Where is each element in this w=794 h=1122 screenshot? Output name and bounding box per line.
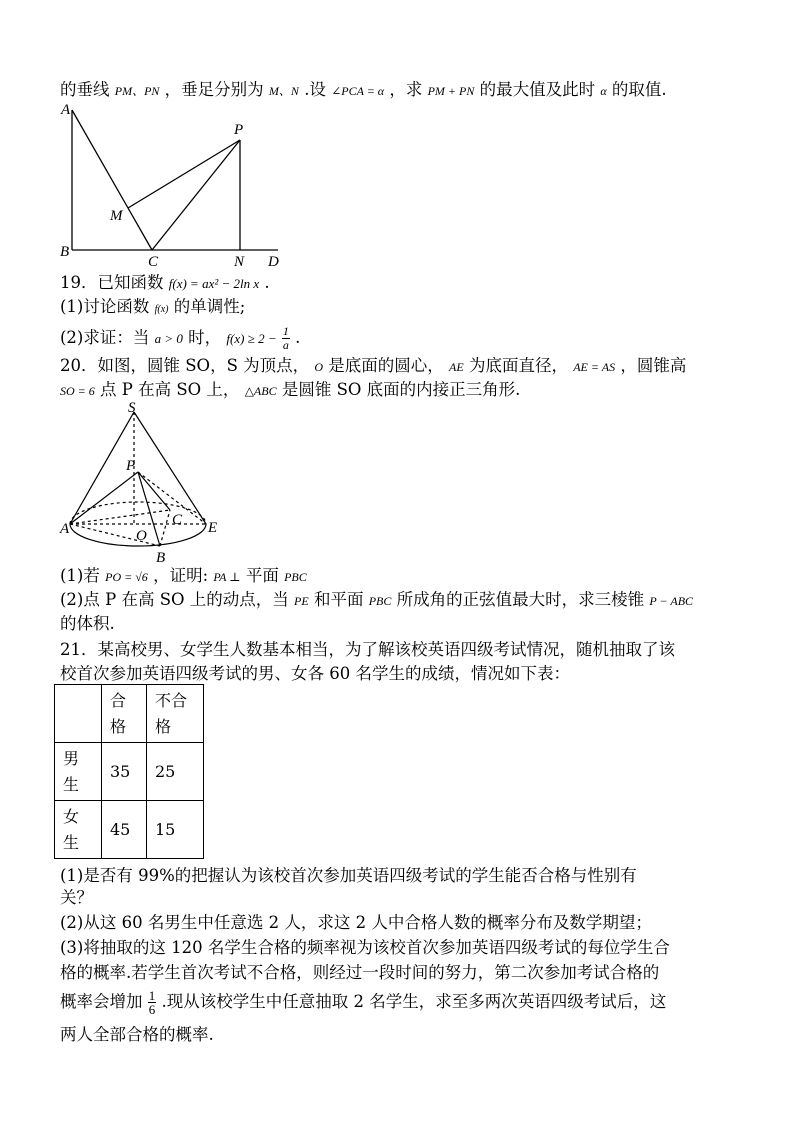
text: 20．如图，圆锥 SO，S 为顶点， (60, 356, 310, 375)
math-cond: a > 0 (154, 331, 183, 346)
table-cell: 15 (147, 801, 204, 859)
text: 和平面 (313, 590, 364, 609)
text: 为底面直径， (468, 356, 568, 375)
text: 的最大值及此时 (479, 80, 596, 99)
q20-part2-line2 (60, 614, 115, 634)
text: 的单调性; (173, 297, 246, 316)
q19-title (60, 273, 270, 294)
text: .设 (304, 80, 326, 99)
math-pe: PE (294, 594, 309, 608)
label-m: M (110, 208, 123, 224)
label-p: P (234, 122, 244, 138)
text: .现从该校学生中任意抽取 2 名学生，求至多两次英语四级考试后，这 (161, 992, 667, 1011)
math-func: f(x) = ax² − 2ln x (168, 276, 260, 291)
table-cell: 35 (102, 743, 147, 801)
label-o: O (136, 528, 147, 544)
fraction (148, 989, 157, 1016)
math-ineq: f(x) ≥ 2 − (226, 331, 277, 346)
table-row (55, 801, 204, 859)
q21-part2: (2)从这 60 名男生中任意选 2 人，求这 2 人中合格人数的概率分布及数学期望； (60, 913, 652, 932)
label-c: C (148, 254, 159, 270)
math-ae-as: AE = AS (573, 360, 616, 374)
q21-line2: 校首次参加英语四级考试的男、女各 60 名学生的成绩，情况如下表： (60, 664, 570, 683)
label-p: P (126, 458, 136, 474)
table-header: 不合 格 (147, 685, 204, 743)
math-po: PO = √6 (105, 570, 148, 584)
table-header-row (55, 685, 204, 743)
text: (2)点 P 在高 SO 上的动点，当 (60, 590, 289, 609)
q21-part3-line1: (3)将抽取的这 120 名学生合格的频率视为该校首次参加英语四级考试的每位学生合 (60, 938, 670, 957)
math-perp: PA ⊥ (213, 570, 241, 584)
fraction-numerator: 1 (282, 324, 289, 338)
math-m-n: M、N (268, 84, 299, 98)
q19-part2 (60, 325, 300, 352)
table-header: 合 格 (102, 685, 147, 743)
math-sum: PM + PN (427, 84, 475, 98)
math-pabc: P − ABC (649, 594, 694, 608)
label-n: N (234, 254, 245, 270)
q21-part1-line1: (1)是否有 99%的把握认为该校首次参加英语四级考试的学生能否合格与性别有 (60, 866, 637, 885)
text: (1)若 (60, 566, 100, 585)
q21-part3-line2: 格的概率.若学生首次考试不合格，则经过一段时间的努力，第二次参加考试合格的 (60, 963, 660, 982)
table-cell: 女 生 (55, 801, 102, 859)
label-b: B (156, 550, 166, 566)
text: 的取值. (611, 80, 667, 99)
table-row (55, 743, 204, 801)
text: (2)求证：当 (60, 328, 150, 347)
math-pbc: PBC (368, 594, 392, 608)
table-cell: 男 生 (55, 743, 102, 801)
q20-part2-line1 (60, 590, 693, 611)
text: . (295, 328, 301, 347)
text: 所成角的正弦值最大时，求三棱锥 (396, 590, 645, 609)
figure-cone (56, 400, 226, 570)
table-cell: 25 (147, 743, 204, 801)
math-pm-pn: PM、PN (114, 84, 160, 98)
math-triangle: △ABC (244, 384, 277, 398)
text: ，求 (389, 80, 423, 99)
label-e: E (208, 520, 218, 536)
math-ae: AE (449, 360, 464, 374)
label-c: C (172, 512, 183, 528)
text: ，圆锥高 (620, 356, 687, 375)
q20-line1 (60, 356, 686, 377)
text: 的体积. (60, 614, 115, 633)
fraction-denominator: a (282, 338, 289, 352)
text: ，证明: (153, 566, 209, 585)
text: 点 P 在高 SO 上， (100, 380, 240, 399)
math-angle: ∠PCA = α (331, 84, 385, 98)
math-alpha: α (600, 84, 607, 98)
math-pbc: PBC (284, 570, 307, 584)
q21-part3-line3 (60, 989, 666, 1016)
text: 平面 (245, 566, 279, 585)
text: (1)讨论函数 (60, 297, 150, 316)
text: 是底面的圆心， (328, 356, 444, 375)
text: 概率会增加 (60, 992, 143, 1011)
q21-line1: 21．某高校男、女学生人数基本相当，为了解该校英语四级考试情况，随机抽取了该 (60, 640, 675, 659)
result-table (54, 684, 204, 859)
text: 是圆锥 SO 底面的内接正三角形. (281, 380, 521, 399)
math-fx: f(x) (154, 304, 169, 315)
q21-part1-line2: 关？ (60, 888, 93, 907)
math-o: O (314, 360, 324, 374)
label-s: S (128, 400, 136, 416)
figure-triangle (56, 100, 296, 270)
q19-part1 (60, 297, 245, 320)
q21-part3-line4: 两人全部合格的概率. (60, 1025, 214, 1044)
label-b: B (60, 244, 70, 260)
text: 时， (188, 328, 222, 347)
label-a: A (60, 521, 70, 537)
table-cell (55, 685, 102, 743)
text: ，垂足分别为 (164, 80, 264, 99)
q20-line2 (60, 380, 520, 401)
label-d: D (268, 254, 279, 270)
text: 的垂线 (60, 80, 110, 99)
text: . (264, 273, 270, 292)
fraction-numerator: 1 (148, 988, 156, 1003)
label-a: A (61, 102, 71, 118)
math-so: SO = 6 (60, 384, 95, 398)
q18-line (60, 80, 667, 101)
fraction-denominator: 6 (148, 1002, 156, 1017)
table-cell: 45 (102, 801, 147, 859)
q20-part1 (60, 566, 307, 587)
text: 19．已知函数 (60, 273, 164, 292)
fraction (282, 325, 290, 352)
